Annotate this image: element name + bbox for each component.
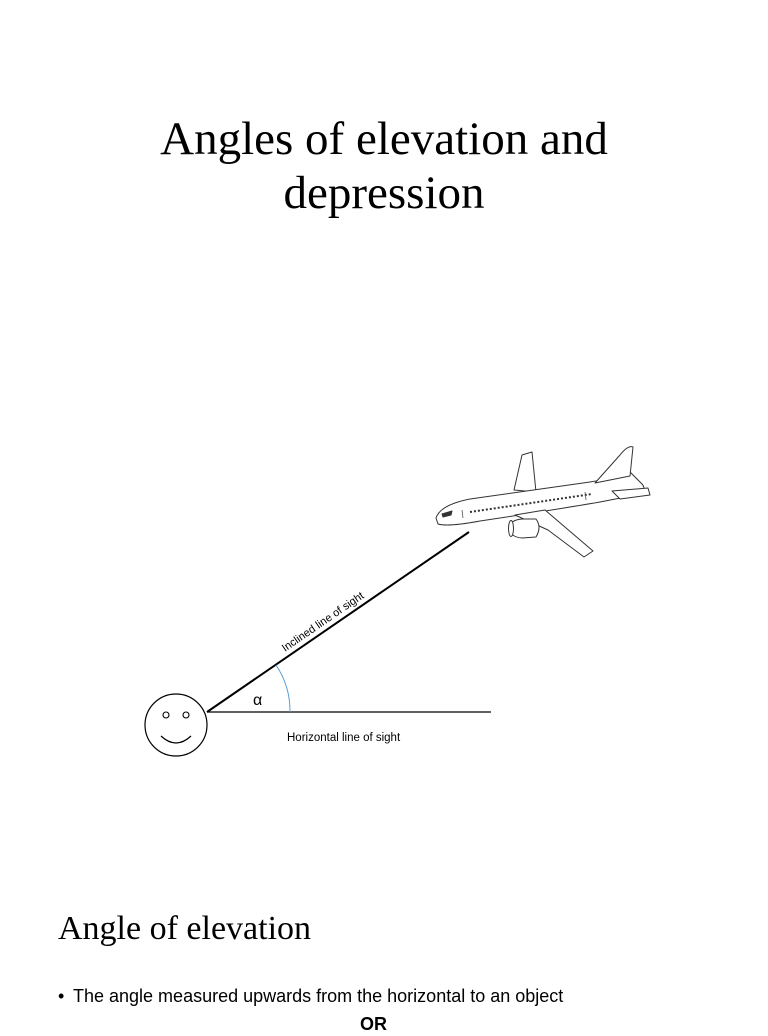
slide-title-line-2: depression — [283, 167, 485, 219]
smiley-face-icon — [145, 694, 207, 756]
elevation-diagram — [0, 400, 768, 780]
airplane-icon — [436, 447, 650, 557]
horizontal-line-label: Horizontal line of sight — [287, 732, 401, 744]
inclined-line-of-sight — [207, 532, 469, 712]
angle-alpha-label: α — [253, 692, 263, 709]
or-label: OR — [360, 1014, 387, 1034]
bullet-list — [58, 982, 563, 1010]
slide-title-line-1: Angles of elevation and — [160, 113, 608, 165]
list-item: • The angle measured upwards from the horizontal to an object — [58, 982, 563, 1010]
angle-arc — [276, 665, 290, 712]
section-heading: Angle of elevation — [58, 910, 312, 947]
slide-title — [0, 112, 768, 220]
inclined-line-label: Inclined line of sight — [279, 589, 367, 655]
